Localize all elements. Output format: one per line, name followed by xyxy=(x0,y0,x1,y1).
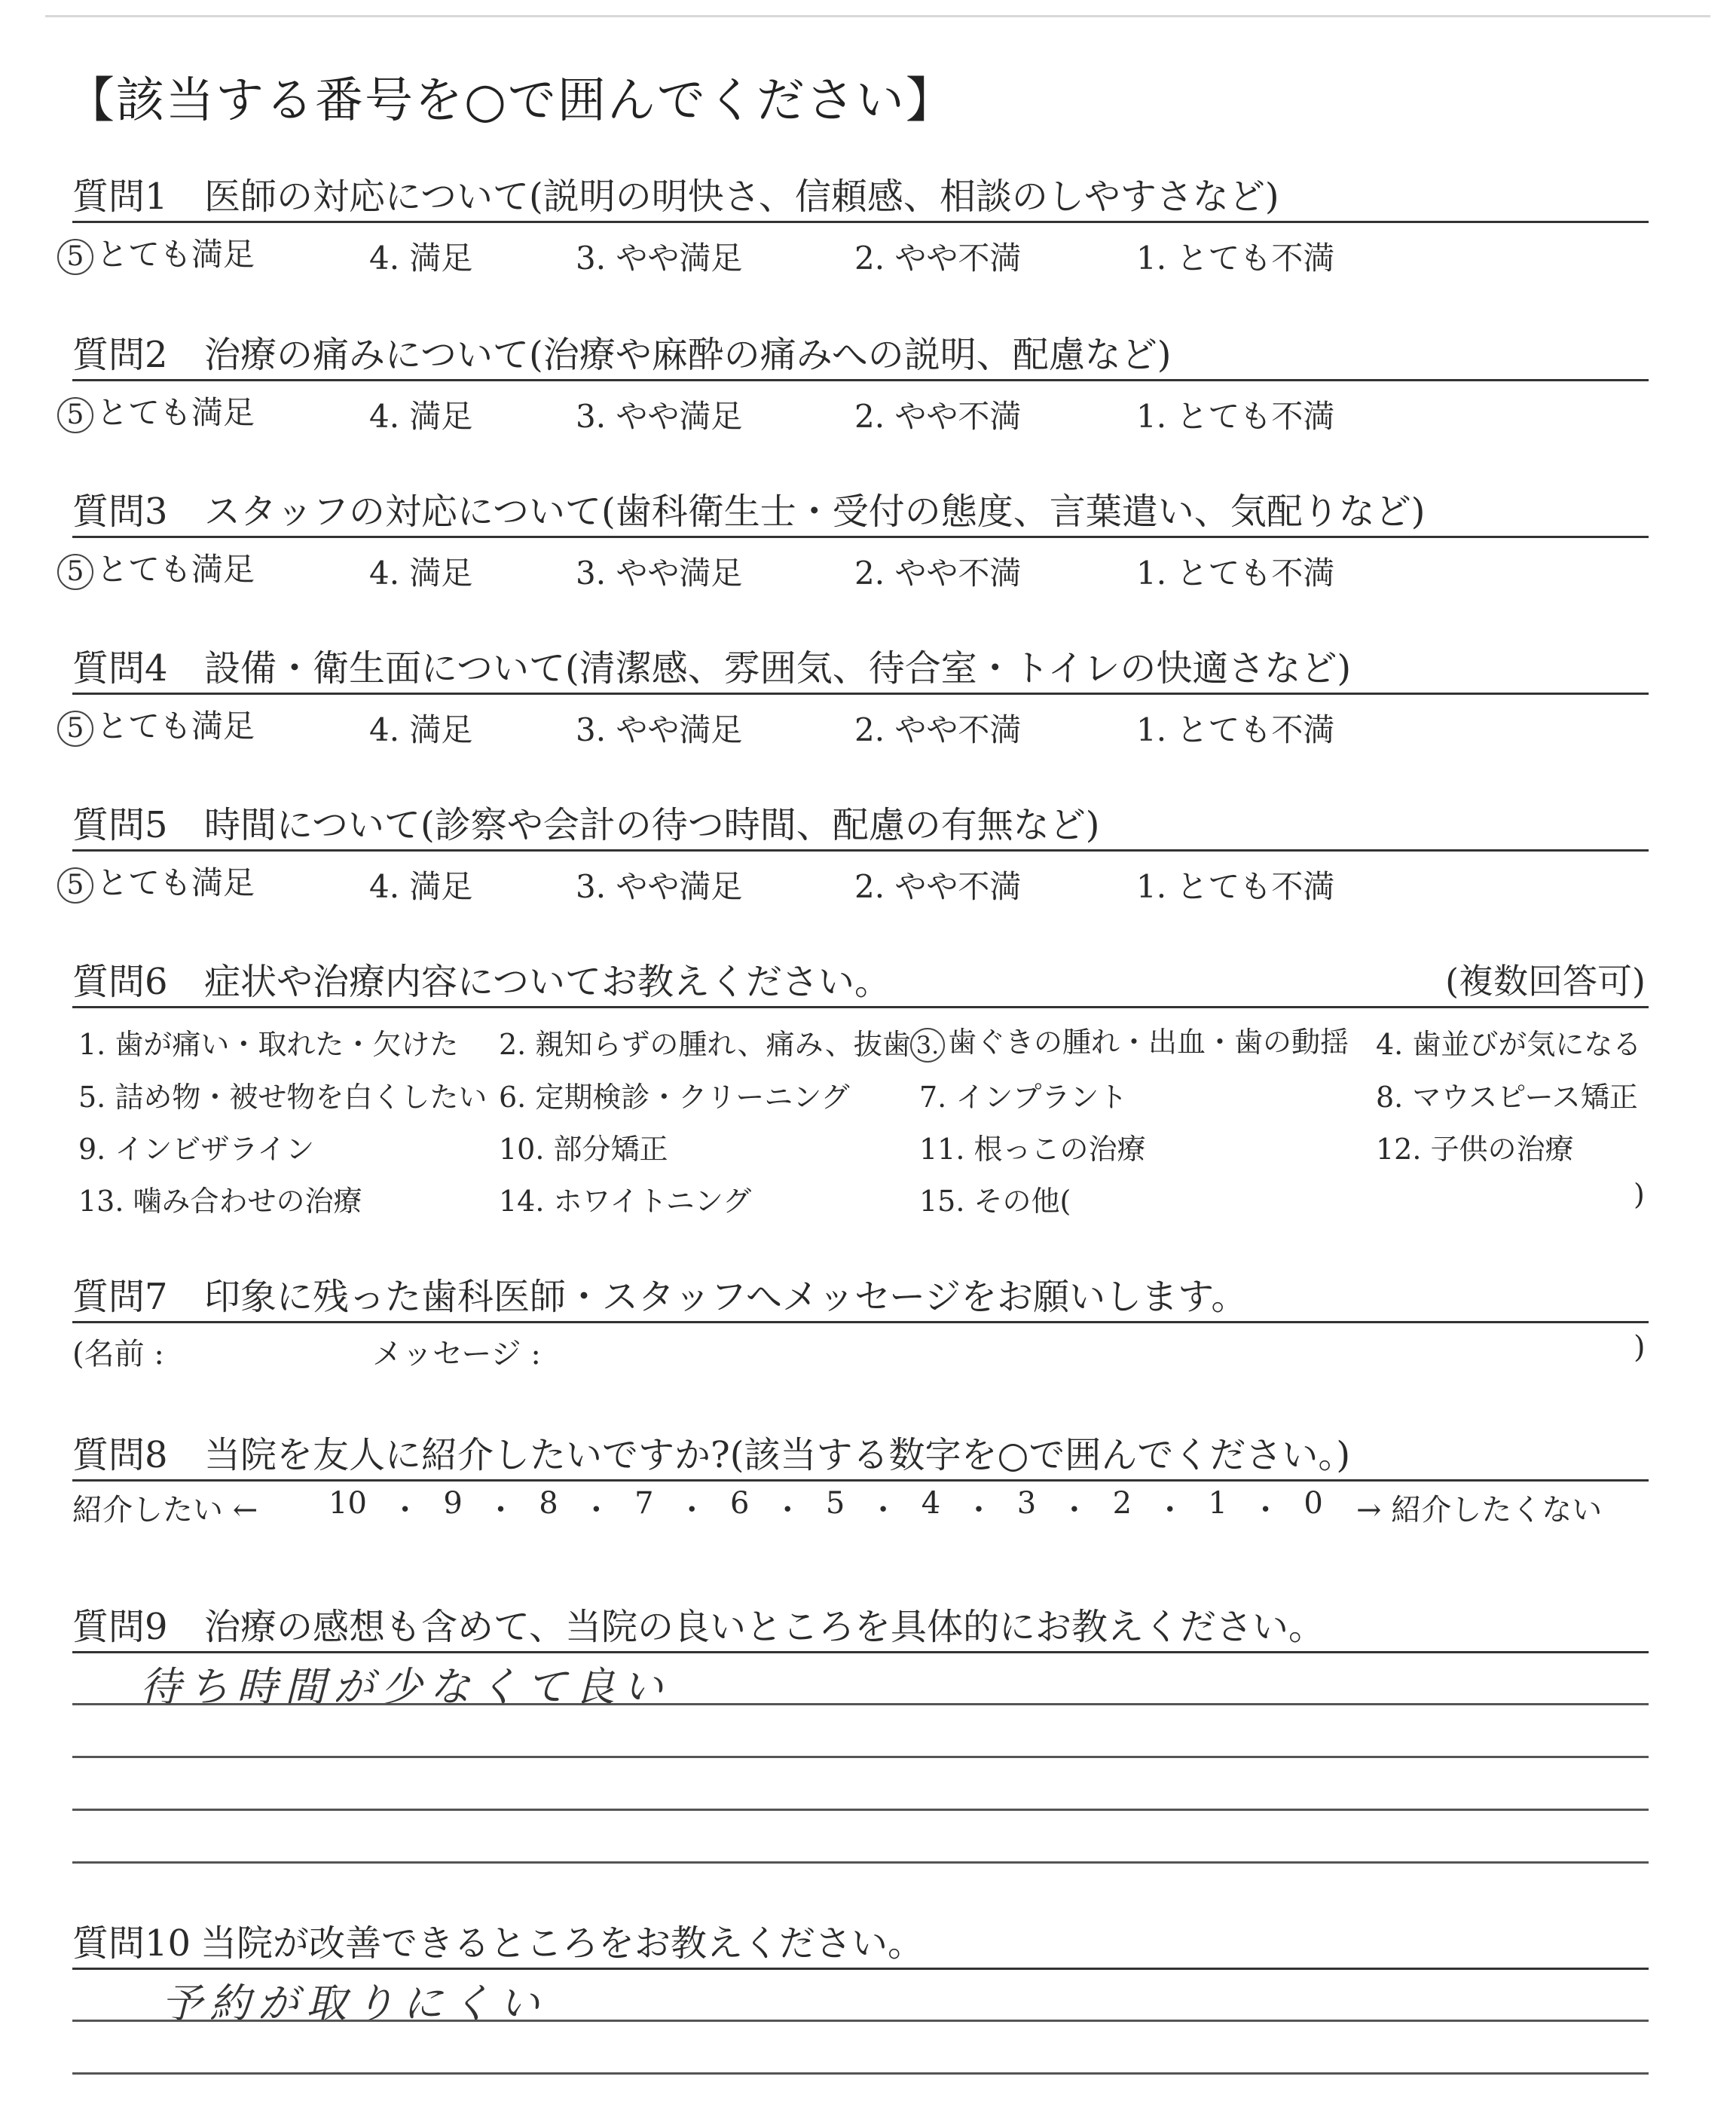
other-close-paren: ) xyxy=(1634,1178,1645,1211)
writing-line xyxy=(72,1861,1649,1864)
question-number: 質問5 xyxy=(72,804,168,846)
q2-option-3[interactable]: 3. やや満足 xyxy=(576,398,743,435)
question-6-heading xyxy=(72,953,891,1005)
scale-5[interactable]: 5 xyxy=(825,1486,845,1521)
q5-option-2[interactable]: 2. やや不満 xyxy=(854,868,1022,905)
q5-option-5-selected[interactable]: 5 とても満足 xyxy=(57,858,255,904)
scale-3[interactable]: 3 xyxy=(1016,1486,1037,1521)
question-10-rule xyxy=(72,1968,1649,1970)
q1-option-2[interactable]: 2. やや不満 xyxy=(854,240,1022,277)
q10-handwritten-answer[interactable]: 予約が取りにくい xyxy=(161,1980,547,2027)
symptom-option-12[interactable]: 12. 子供の治療 xyxy=(1376,1133,1574,1166)
symptom-option-2[interactable]: 2. 親知らずの腫れ、痛み、抜歯 xyxy=(499,1028,911,1061)
symptom-option-13[interactable]: 13. 噛み合わせの治療 xyxy=(78,1185,362,1218)
question-number: 質問10 xyxy=(72,1922,191,1965)
question-3-heading xyxy=(72,482,1426,534)
question-9-heading xyxy=(72,1598,1325,1650)
question-6-rule xyxy=(72,1006,1649,1008)
page-top-border xyxy=(45,15,1710,17)
selection-circle: 5 xyxy=(57,397,93,433)
question-number: 質問7 xyxy=(72,1276,168,1318)
scale-2[interactable]: 2 xyxy=(1112,1486,1132,1521)
q4-option-1[interactable]: 1. とても不満 xyxy=(1136,711,1335,748)
question-text: 当院を友人に紹介したいですか?(該当する数字を○で囲んでください。) xyxy=(204,1434,1351,1476)
message-close-paren: ) xyxy=(1634,1330,1646,1365)
question-text: 印象に残った歯科医師・スタッフへメッセージをお願いします。 xyxy=(204,1276,1248,1318)
question-2-rule xyxy=(72,379,1649,381)
question-number: 質問8 xyxy=(72,1434,168,1476)
question-2-heading xyxy=(72,326,1172,378)
q3-option-2[interactable]: 2. やや不満 xyxy=(854,555,1022,592)
q2-option-4[interactable]: 4. 満足 xyxy=(369,398,473,435)
question-1-heading xyxy=(72,167,1279,219)
symptom-option-9[interactable]: 9. インビザライン xyxy=(78,1133,315,1166)
message-field-label[interactable]: メッセージ : xyxy=(372,1337,541,1372)
scale-0[interactable]: 0 xyxy=(1304,1486,1323,1521)
symptom-option-3-selected[interactable]: 3. 歯ぐきの腫れ・出血・歯の動揺 xyxy=(910,1019,1349,1063)
q1-option-3[interactable]: 3. やや満足 xyxy=(576,240,743,277)
q4-option-3[interactable]: 3. やや満足 xyxy=(576,711,743,748)
scale-dot: ・ xyxy=(390,1493,420,1527)
q1-option-1[interactable]: 1. とても不満 xyxy=(1136,240,1335,277)
question-text: 症状や治療内容についてお教えください。 xyxy=(204,961,891,1003)
symptom-option-4[interactable]: 4. 歯並びが気になる xyxy=(1376,1028,1642,1061)
scale-1[interactable]: 1 xyxy=(1208,1486,1227,1521)
q1-option-5-selected[interactable]: 5 とても満足 xyxy=(57,230,255,275)
q3-option-4[interactable]: 4. 満足 xyxy=(369,555,473,592)
scale-dot: ・ xyxy=(677,1493,708,1527)
q5-option-4[interactable]: 4. 満足 xyxy=(369,868,473,905)
question-3-rule xyxy=(72,536,1649,538)
selection-circle: 5 xyxy=(57,867,93,904)
q2-option-1[interactable]: 1. とても不満 xyxy=(1136,398,1335,435)
writing-line xyxy=(72,1703,1649,1705)
question-8-rule xyxy=(72,1479,1649,1482)
q9-handwritten-answer[interactable]: 待ち時間が少なくて良い xyxy=(140,1663,671,1711)
symptom-option-10[interactable]: 10. 部分矯正 xyxy=(499,1133,668,1166)
name-field-label[interactable]: (名前 : xyxy=(72,1337,164,1372)
selection-circle: 5 xyxy=(57,711,93,747)
q5-option-1[interactable]: 1. とても不満 xyxy=(1136,868,1335,905)
q3-option-3[interactable]: 3. やや満足 xyxy=(576,555,743,592)
question-text: スタッフの対応について(歯科衛生士・受付の態度、言葉遣い、気配りなど) xyxy=(204,491,1426,533)
symptom-option-5[interactable]: 5. 詰め物・被せ物を白くしたい xyxy=(78,1081,487,1114)
scale-dot: ・ xyxy=(485,1493,516,1527)
question-4-heading xyxy=(72,639,1351,691)
q5-option-3[interactable]: 3. やや満足 xyxy=(576,868,743,905)
question-4-rule xyxy=(72,693,1649,695)
question-number: 質問6 xyxy=(72,961,168,1003)
symptom-option-1[interactable]: 1. 歯が痛い・取れた・欠けた xyxy=(78,1028,459,1061)
question-text: 時間について(診察や会計の待つ時間、配慮の有無など) xyxy=(204,804,1100,846)
symptom-option-7[interactable]: 7. インプラント xyxy=(919,1081,1128,1114)
scale-8[interactable]: 8 xyxy=(539,1486,558,1521)
scale-dot: ・ xyxy=(772,1493,803,1527)
scale-9[interactable]: 9 xyxy=(443,1486,463,1521)
scale-10[interactable]: 10 xyxy=(329,1486,367,1521)
question-number: 質問9 xyxy=(72,1606,168,1648)
writing-line xyxy=(72,1756,1649,1758)
question-9-rule xyxy=(72,1651,1649,1653)
selection-circle: 3. xyxy=(910,1028,945,1063)
q4-option-2[interactable]: 2. やや不満 xyxy=(854,711,1022,748)
q2-option-2[interactable]: 2. やや不満 xyxy=(854,398,1022,435)
question-8-heading xyxy=(72,1426,1350,1478)
scale-dot: ・ xyxy=(1154,1493,1185,1527)
scale-dot: ・ xyxy=(1250,1493,1281,1527)
question-number: 質問2 xyxy=(72,334,168,376)
not-recommend-label: → 紹介したくない xyxy=(1356,1493,1603,1527)
question-text: 治療の感想も含めて、当院の良いところを具体的にお教えください。 xyxy=(204,1606,1325,1648)
q3-option-5-selected[interactable]: 5 とても満足 xyxy=(57,545,255,590)
question-text: 設備・衛生面について(清潔感、雰囲気、待合室・トイレの快適さなど) xyxy=(204,647,1352,690)
selection-circle: 5 xyxy=(57,239,93,275)
symptom-option-15-other[interactable]: 15. その他( xyxy=(919,1185,1071,1218)
question-1-rule xyxy=(72,221,1649,223)
q4-option-4[interactable]: 4. 満足 xyxy=(369,711,473,748)
question-5-rule xyxy=(72,849,1649,852)
question-text: 治療の痛みについて(治療や麻酔の痛みへの説明、配慮など) xyxy=(204,334,1172,376)
question-text: 医師の対応について(説明の明快さ、信頼感、相談のしやすさなど) xyxy=(204,176,1279,218)
question-number: 質問3 xyxy=(72,491,168,533)
symptom-option-14[interactable]: 14. ホワイトニング xyxy=(499,1185,752,1218)
question-text: 当院が改善できるところをお教えください。 xyxy=(200,1922,925,1965)
recommend-scale xyxy=(329,1486,1323,1529)
question-number: 質問1 xyxy=(72,176,168,218)
scale-dot: ・ xyxy=(868,1493,899,1527)
question-number: 質問4 xyxy=(72,647,168,690)
writing-line xyxy=(72,1809,1649,1811)
writing-line xyxy=(72,2072,1649,2075)
q2-option-5-selected[interactable]: 5 とても満足 xyxy=(57,388,255,433)
q3-option-1[interactable]: 1. とても不満 xyxy=(1136,555,1335,592)
recommend-label: 紹介したい ← xyxy=(72,1493,258,1527)
scale-4[interactable]: 4 xyxy=(921,1486,941,1521)
scale-dot: ・ xyxy=(581,1493,612,1527)
scale-7[interactable]: 7 xyxy=(634,1486,654,1521)
question-5-heading xyxy=(72,796,1100,848)
question-7-heading xyxy=(72,1268,1247,1320)
q1-option-4[interactable]: 4. 満足 xyxy=(369,240,473,277)
scale-dot: ・ xyxy=(963,1493,994,1527)
page-title: 【該当する番号を○で囲んでください】 xyxy=(66,73,955,129)
symptom-option-6[interactable]: 6. 定期検診・クリーニング xyxy=(499,1081,850,1114)
question-7-rule xyxy=(72,1321,1649,1323)
writing-line xyxy=(72,2020,1649,2022)
question-10-heading xyxy=(72,1914,924,1966)
selection-circle: 5 xyxy=(57,554,93,590)
scale-dot: ・ xyxy=(1059,1493,1090,1527)
symptom-option-11[interactable]: 11. 根っこの治療 xyxy=(919,1133,1146,1166)
scale-6[interactable]: 6 xyxy=(730,1486,750,1521)
multiple-answers-note: (複数回答可) xyxy=(1445,961,1646,1001)
symptom-option-8[interactable]: 8. マウスピース矯正 xyxy=(1376,1081,1638,1114)
q4-option-5-selected[interactable]: 5 とても満足 xyxy=(57,702,255,747)
